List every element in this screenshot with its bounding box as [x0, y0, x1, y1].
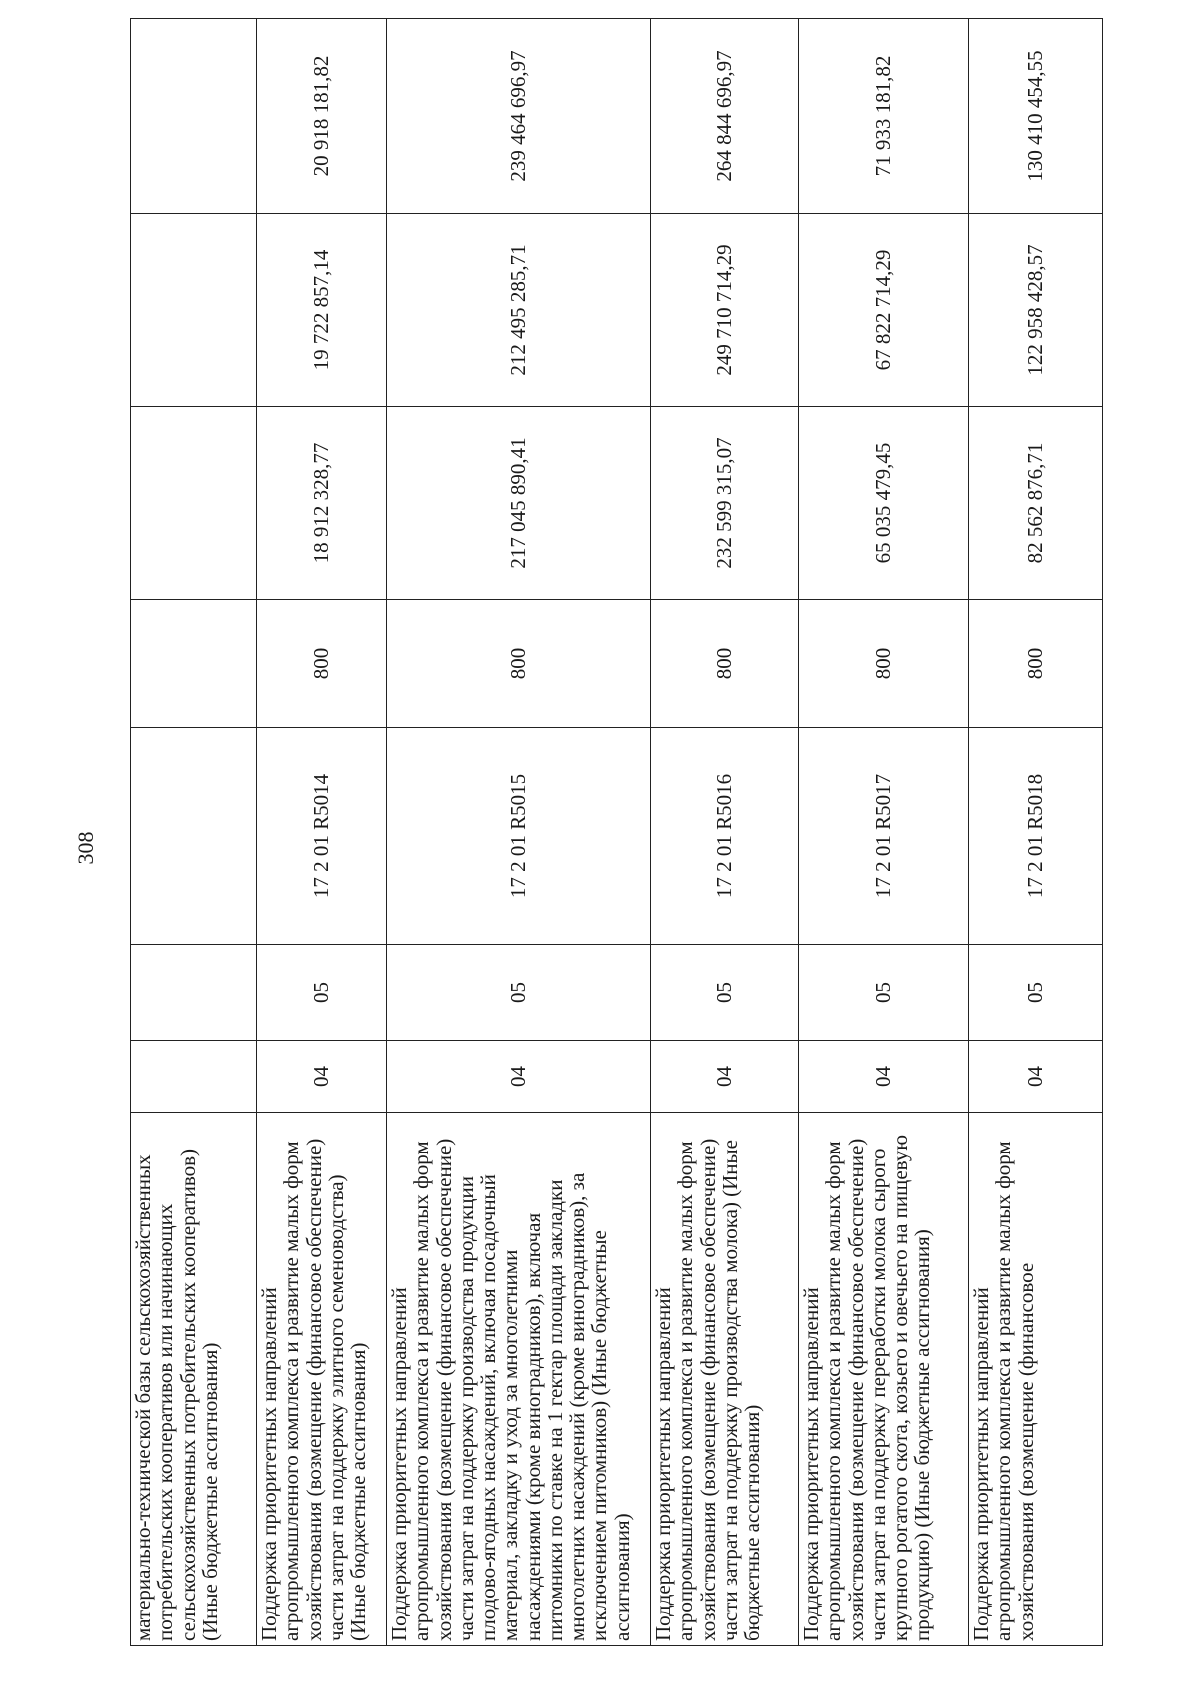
row-description: Поддержка приоритетных направлений агропромышленного комплекса и развитие малых форм хозяйствования (возмещение (финансовое обеспечение) части затрат на поддержку элитного семеноводства) (Иные бюджетные ассигнования) — [257, 1113, 387, 1646]
row-vr: 800 — [257, 600, 387, 728]
row-rz: 04 — [257, 1041, 387, 1113]
row-rz — [131, 1041, 257, 1113]
rotated-table-container — [130, 19, 1102, 1646]
row-rz: 04 — [387, 1041, 651, 1113]
row-vr — [131, 600, 257, 728]
table-row — [131, 19, 257, 1646]
table-row — [799, 19, 969, 1646]
row-csr: 17 2 01 R5015 — [387, 728, 651, 945]
table-row — [969, 19, 1103, 1646]
row-sum-1: 18 912 328,77 — [257, 407, 387, 600]
row-csr: 17 2 01 R5018 — [969, 728, 1103, 945]
row-sum-1: 232 599 315,07 — [651, 407, 799, 600]
row-sum-1: 82 562 876,71 — [969, 407, 1103, 600]
row-pr — [131, 945, 257, 1041]
row-pr: 05 — [969, 945, 1103, 1041]
row-description: Поддержка приоритетных направлений агропромышленного комплекса и развитие малых форм хозяйствования (возмещение (финансовое обеспечение) части затрат на поддержку производства продукции плодово-ягодных насаждений, включая посадочный материал, закладку и уход за многолетними насаждениями (кроме виноградников), включая питомники по ставке на 1 гектар площади закладки многолетних насаждений (кроме виноградников), за исключением питомников) (Иные бюджетные ассигнования) — [387, 1113, 651, 1646]
row-csr: 17 2 01 R5017 — [799, 728, 969, 945]
row-pr: 05 — [651, 945, 799, 1041]
row-sum-2: 249 710 714,29 — [651, 214, 799, 407]
row-sum-3: 71 933 181,82 — [799, 19, 969, 214]
row-description: Поддержка приоритетных направлений агропромышленного комплекса и развитие малых форм хозяйствования (возмещение (финансовое — [969, 1113, 1103, 1646]
row-sum-3: 264 844 696,97 — [651, 19, 799, 214]
row-pr: 05 — [387, 945, 651, 1041]
row-sum-2 — [131, 214, 257, 407]
row-rz: 04 — [799, 1041, 969, 1113]
row-sum-2: 212 495 285,71 — [387, 214, 651, 407]
row-sum-1 — [131, 407, 257, 600]
row-sum-2: 67 822 714,29 — [799, 214, 969, 407]
table-row — [651, 19, 799, 1646]
row-vr: 800 — [799, 600, 969, 728]
row-vr: 800 — [969, 600, 1103, 728]
row-sum-3: 130 410 454,55 — [969, 19, 1103, 214]
row-sum-1: 217 045 890,41 — [387, 407, 651, 600]
row-sum-2: 122 958 428,57 — [969, 214, 1103, 407]
budget-table — [130, 18, 1103, 1646]
row-sum-2: 19 722 857,14 — [257, 214, 387, 407]
row-description: материально-технической базы сельскохозяйственных потребительских кооперативов или начинающих сельскохозяйственных потребительских кооперативов) (Иные бюджетные ассигнования) — [131, 1113, 257, 1646]
row-sum-3: 239 464 696,97 — [387, 19, 651, 214]
row-sum-1: 65 035 479,45 — [799, 407, 969, 600]
table-row — [257, 19, 387, 1646]
table-row — [387, 19, 651, 1646]
row-sum-3 — [131, 19, 257, 214]
row-csr — [131, 728, 257, 945]
row-rz: 04 — [969, 1041, 1103, 1113]
row-description: Поддержка приоритетных направлений агропромышленного комплекса и развитие малых форм хозяйствования (возмещение (финансовое обеспечение) части затрат на поддержку производства молока) (Иные бюджетные ассигнования) — [651, 1113, 799, 1646]
row-pr: 05 — [799, 945, 969, 1041]
row-rz: 04 — [651, 1041, 799, 1113]
row-sum-3: 20 918 181,82 — [257, 19, 387, 214]
row-vr: 800 — [387, 600, 651, 728]
row-description: Поддержка приоритетных направлений агропромышленного комплекса и развитие малых форм хозяйствования (возмещение (финансовое обеспечение) части затрат на поддержку переработки молока сырого крупного рогатого скота, козьего и овечьего на пищевую продукцию) (Иные бюджетные ассигнования) — [799, 1113, 969, 1646]
row-csr: 17 2 01 R5014 — [257, 728, 387, 945]
page-number: 308 — [73, 831, 98, 865]
row-vr: 800 — [651, 600, 799, 728]
row-csr: 17 2 01 R5016 — [651, 728, 799, 945]
row-pr: 05 — [257, 945, 387, 1041]
